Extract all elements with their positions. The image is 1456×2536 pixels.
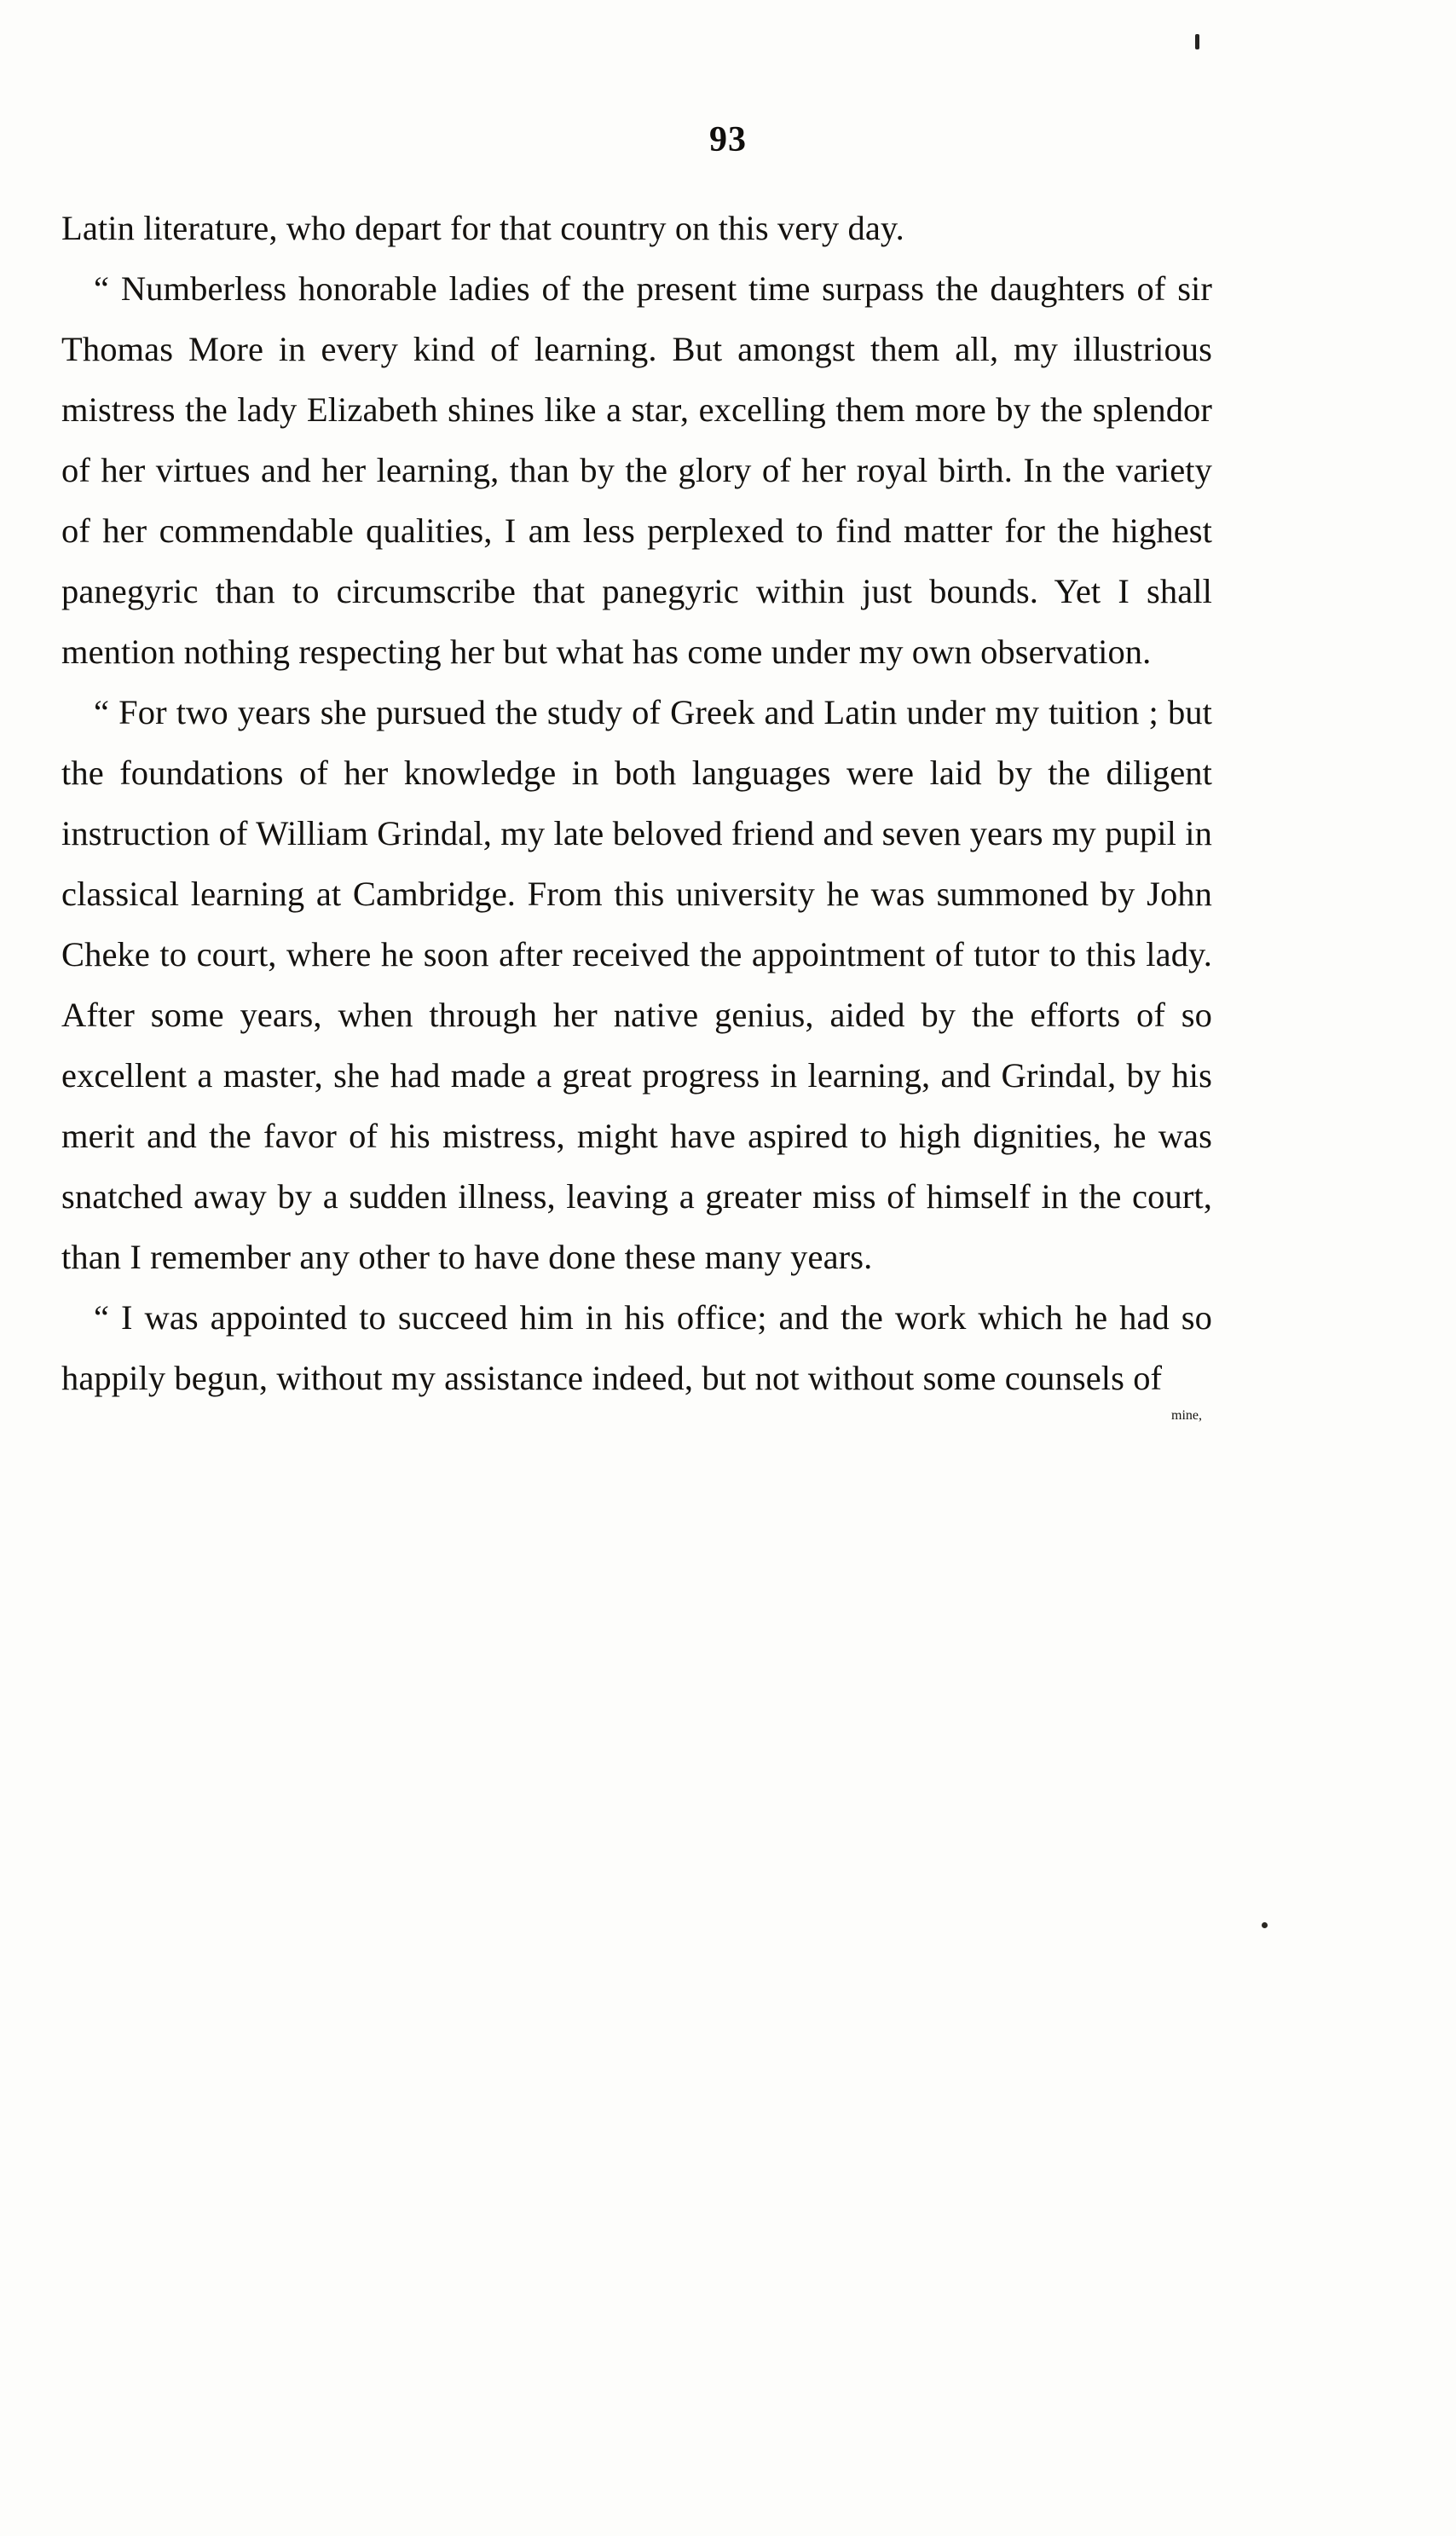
paragraph: “ I was appointed to succeed him in his office; and the work which he had so happily begun, without my assistance indeed, but not without some counsels of (61, 1298, 1212, 1397)
paragraph: Latin literature, who depart for that country on this very day. (61, 209, 904, 247)
catchword: mine, (1171, 1408, 1202, 1423)
paragraph: “ For two years she pursued the study of Greek and Latin under my tuition ; but the foundations of her knowledge in both languages were laid by the diligent instruction of William Grindal, my late beloved friend and seven years my pupil in classical learning at Cambridge. From this university he was summoned by John Cheke to court, where he soon after received the appointment of tutor to this lady. After some years, when through her native genius, aided by the efforts of so excellent a master, she had made a great progress in learning, and Grindal, by his merit and the favor of his mistress, might have aspired to high dignities, he was snatched away by a sudden illness, leaving a greater miss of himself in the court, than I remember any other to have done these many years. (61, 693, 1212, 1276)
paragraph: “ Numberless honorable ladies of the present time surpass the daughters of sir Thomas More in every kind of learning. But amongst them all, my illustrious mistress the lady Elizabeth shines like a star, excelling them more by the splendor of her virtues and her learning, than by the glory of her royal birth. In the variety of her commendable qualities, I am less perplexed to find matter for the highest panegyric than to circumscribe that panegyric within just bounds. Yet I shall mention nothing respecting her but what has come under my own observation. (61, 269, 1212, 671)
page-number: 93 (709, 120, 747, 159)
body-text (61, 198, 1212, 1424)
ink-speck (1195, 34, 1199, 49)
ink-speck (1262, 1922, 1268, 1928)
